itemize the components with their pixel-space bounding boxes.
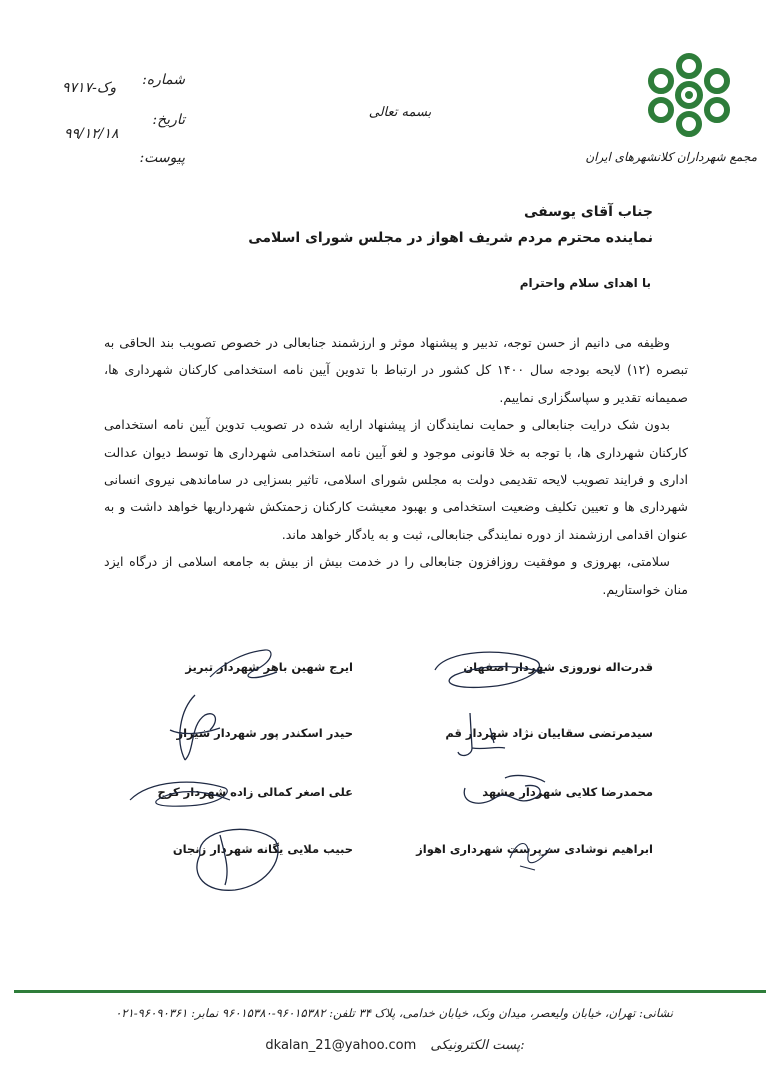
greeting: با اهدای سلام واحترام: [519, 276, 651, 290]
body-paragraph-3: سلامتی، بهروزی و موفقیت روزافزون جنابعالی را در خدمت بیش از بیش به جامعه اسلامی از درگاه ایزد منان خواستاریم.: [104, 554, 688, 597]
signatory-zanjan: حبیب ملایی یگانه شهردار زنجان: [172, 842, 353, 856]
signature-zanjan: [180, 815, 290, 900]
organization-logo: [639, 48, 739, 143]
signatory-qom: سیدمرتضی سقاییان نژاد شهردار قم: [445, 726, 653, 740]
footer-email-row: [200, 1038, 590, 1053]
signatory-ahvaz: ابراهیم نوشادی سرپرست شهرداری اهواز: [416, 842, 653, 856]
signatory-mashhad: محمدرضا کلایی شهردار مشهد: [482, 785, 653, 799]
date-value: ۹۹/۱۲/۱۸: [64, 126, 119, 142]
recipient-name: جناب آقای یوسفی: [524, 204, 653, 220]
footer-email: dkalan_21@yahoo.com: [265, 1038, 417, 1053]
body-paragraph-1: وظیفه می دانیم از حسن توجه، تدبیر و پیشنهاد موثر و ارزشمند جنابعالی در خصوص تصویب بند الحاقی به تبصره (۱۲) لایحه بودجه سال ۱۴۰۰ کل کشور در ارتباط با تدوین آیین نامه استخدامی کارکنان شهرداری ها، صمیمانه تقدیر و سپاسگزاری نماییم.: [104, 335, 688, 405]
signatory-isfahan: قدرت‌اله نوروزی شهردار اصفهان: [463, 660, 653, 674]
recipient-title: نماینده محترم مردم شریف اهواز در مجلس شورای اسلامی: [248, 230, 653, 246]
date-label: تاریخ:: [152, 112, 185, 128]
footer-address: نشانی: تهران، خیابان ولیعصر، میدان ونک، خیابان خدامی، پلاک ۳۴ تلفن: ۹۶۰۱۵۳۸۲-۹۶۰۱۵۳۸۰ نمابر: ۹۶۰۹۰۳۶۱-۰۲۱: [115, 1006, 673, 1020]
signatory-shiraz: حیدر اسکندر پور شهردار شیراز: [176, 726, 353, 740]
organization-name: مجمع شهرداران کلانشهرهای ایران: [585, 150, 757, 164]
number-value: ۹۷۱۷-وک: [62, 80, 117, 96]
footer-divider: [14, 990, 766, 993]
signatory-karaj: علی اصغر کمالی زاده شهردار کرج: [157, 785, 353, 799]
letter-body: [104, 329, 688, 603]
signatory-tabriz: ایرج شهین باهر شهردار تبریز: [185, 660, 353, 674]
number-label: شماره:: [142, 72, 185, 88]
attachment-label: پیوست:: [139, 150, 185, 166]
bismillah-heading: بسمه تعالی: [368, 105, 432, 120]
footer-email-label: پست الکترونیکی:: [430, 1038, 525, 1053]
body-paragraph-2: بدون شک درایت جنابعالی و حمایت نمایندگان از پیشنهاد ارایه شده در تصویب تدوین آیین نامه استخدامی کارکنان شهرداری ها، با توجه به خلا قانونی موجود و لغو آیین نامه استخدامی شهرداری ها توسط دیوان عدالت اداری و فرایند تصویب لایحه تقدیمی دولت به مجلس شورای اسلامی، تاثیر بسزایی در ساماندهی نیروی انسانی شهرداری ها و تعیین تکلیف وضعیت استخدامی و بهبود معیشت کارکنان زحمتکش شهرداریها خواهد داشت و به عنوان اقدامی ارزشمند از دوره نمایندگی جنابعالی، ثبت و به یادگار خواهد ماند.: [104, 417, 688, 542]
